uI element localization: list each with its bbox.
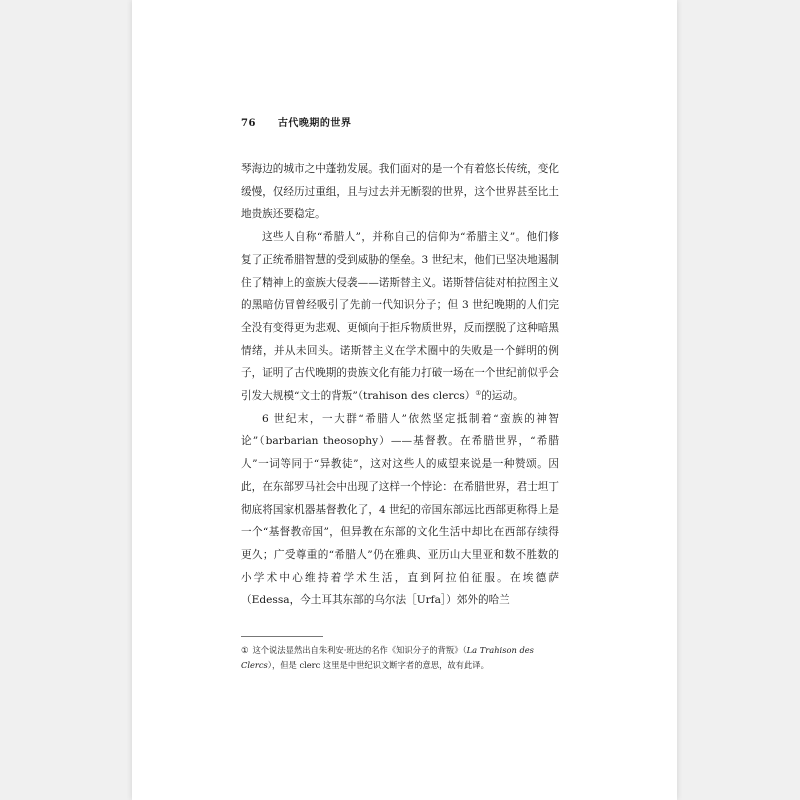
paragraph-2 bbox=[241, 226, 559, 408]
paragraph-2-text-after: 的运动。 bbox=[481, 390, 524, 403]
footnote bbox=[241, 643, 559, 673]
paragraph-3 bbox=[241, 408, 559, 612]
running-title: 古代晚期的世界 bbox=[277, 118, 352, 129]
paragraph-1-text: 琴海边的城市之中蓬勃发展。我们面对的是一个有着悠长传统，变化缓慢，仅经历过重组，且与过去并无断裂的世界，这个世界甚至比土地贵族还要稳定。 bbox=[241, 163, 559, 221]
running-header bbox=[241, 114, 351, 129]
footnote-text-after: ），但是 clerc 这里是中世纪识文断字者的意思，故有此译。 bbox=[267, 660, 489, 670]
footnote-ref[interactable]: ① bbox=[475, 389, 482, 398]
body-text bbox=[241, 158, 559, 612]
book-page bbox=[132, 0, 677, 800]
paragraph-2-text: 这些人自称“希腊人”，并称自己的信仰为“希腊主义”。他们修复了正统希腊智慧的受到威胁的堡垒。3 世纪末，他们已坚决地遏制住了精神上的蛮族大侵袭——诺斯替主义。诺斯替信徒对柏拉图主义的黑暗仿冒曾经吸引了先前一代知识分子；但 3 世纪晚期的人们完全没有变得更为悲观、更倾向于拒斥物质世界，反而摆脱了这种暗黑情绪，并从未回头。诺斯替主义在学术圈中的失败是一个鲜明的例子，证明了古代晚期的贵族文化有能力打破一场在一个世纪前似乎会引发大规模“文士的背叛”（trahison des clercs） bbox=[241, 231, 559, 403]
footnote-italic-title: La Trahison des Clercs bbox=[241, 645, 534, 670]
footnote-text-before: 这个说法显然出自朱利安·班达的名作《知识分子的背叛》（ bbox=[252, 645, 467, 655]
footnote-marker: ① bbox=[241, 645, 249, 655]
paragraph-3-text: 6 世纪末，一大群“希腊人”依然坚定抵制着“蛮族的神智论”（barbarian theosophy）——基督教。在希腊世界，“希腊人”一词等同于“异教徒”，这对这些人的威望来说是一种赞颂。因此，在东部罗马社会中出现了这样一个悖论：在希腊世界，君士坦丁彻底将国家机器基督教化了，4 世纪的帝国东部远比西部更称得上是一个“基督教帝国”，但异教在东部的文化生活中却比在西部存续得更久；广受尊重的“希腊人”仍在雅典、亚历山大里亚和数不胜数的小学术中心维持着学术生活，直到阿拉伯征服。在埃德萨（Edessa，今土耳其东部的乌尔法［Urfa］）郊外的哈兰 bbox=[241, 412, 559, 607]
footnote-divider bbox=[241, 636, 323, 637]
paragraph-1 bbox=[241, 158, 559, 226]
page-number: 76 bbox=[241, 118, 256, 129]
